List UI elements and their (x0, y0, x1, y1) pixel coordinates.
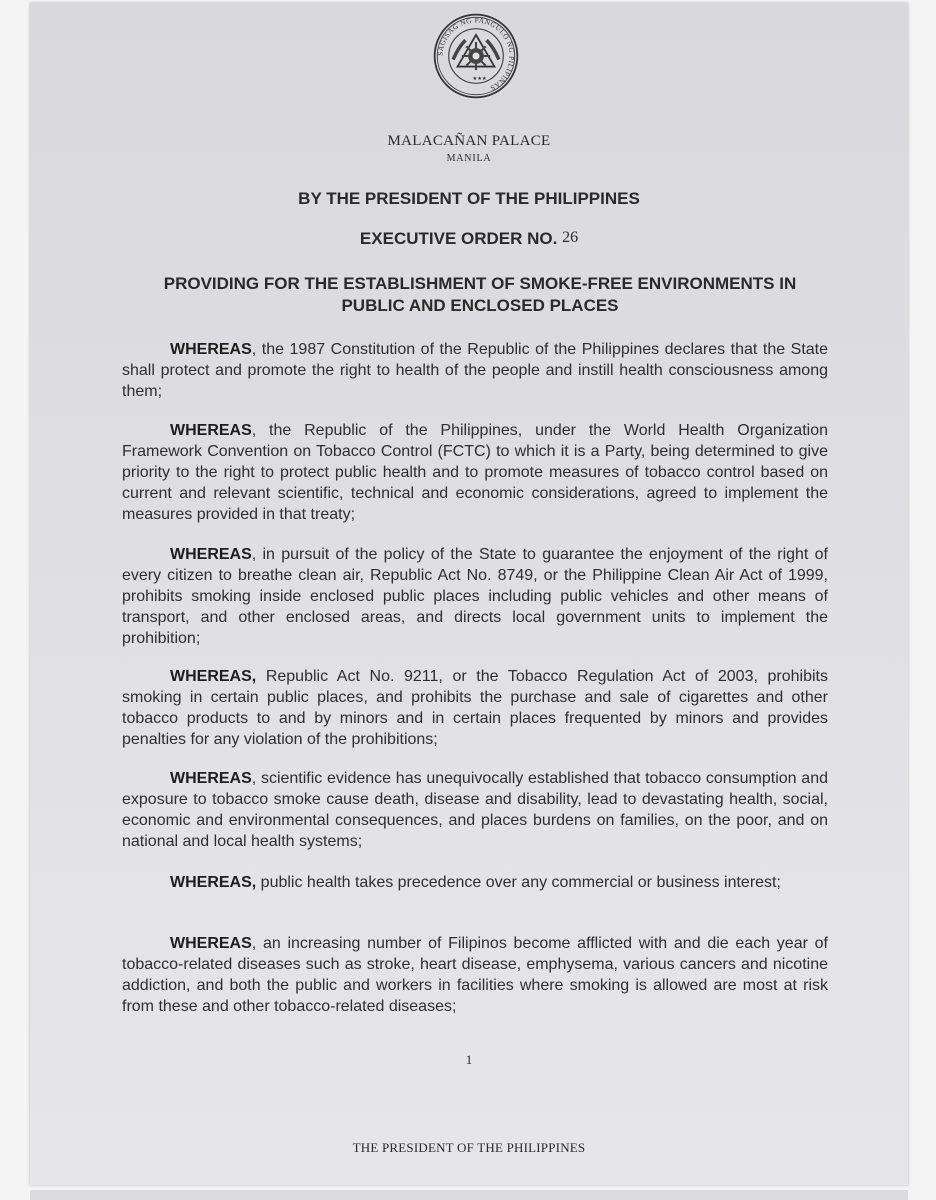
whereas-clause-3 (122, 544, 828, 649)
whereas-lead: WHEREAS (170, 770, 252, 787)
whereas-lead: WHEREAS (170, 546, 252, 563)
whereas-lead: WHEREAS, (170, 874, 257, 891)
whereas-clause-5 (122, 768, 828, 852)
whereas-text: public health takes precedence over any commercial or business interest; (256, 874, 781, 891)
order-title-line-2: PUBLIC AND ENCLOSED PLACES (341, 296, 619, 315)
presidential-seal-icon (432, 12, 520, 100)
whereas-clause-1 (122, 339, 828, 402)
next-page-edge (30, 1190, 908, 1200)
page-footer: THE PRESIDENT OF THE PHILIPPINES (352, 1140, 586, 1155)
whereas-text: , the Republic of the Philippines, under the World Health Organization Framework Convention on Tobacco Control (FCTC) to which it is a Party, being determined to give priority to the right to protect public health and to promote measures of tobacco control based on current and relevant scientific, technical and economic considerations, agreed to implement the measures provided in that treaty; (122, 422, 828, 523)
issuer-heading: BY THE PRESIDENT OF THE PHILIPPINES (298, 189, 640, 208)
order-title (120, 273, 840, 317)
svg-text:★★★: ★★★ (472, 75, 487, 82)
order-heading (30, 229, 908, 249)
order-number: 26 (562, 229, 579, 246)
palace-heading: MALACAÑAN PALACE (387, 133, 551, 149)
city-heading: MANILA (446, 153, 492, 164)
whereas-clause-6 (122, 872, 828, 893)
whereas-text: , in pursuit of the policy of the State to guarantee the enjoyment of the right of every citizen to breathe clean air, Republic Act No. 8749, or the Philippine Clean Air Act of 1999, prohibits smoking inside enclosed public places including public vehicles and other means of transport, and other enclosed areas, and directs local government units to implement the prohibition; (122, 546, 828, 647)
order-title-line-1: PROVIDING FOR THE ESTABLISHMENT OF SMOKE-FREE ENVIRONMENTS IN (163, 274, 797, 293)
whereas-lead: WHEREAS (170, 422, 252, 439)
whereas-lead: WHEREAS (170, 341, 252, 358)
whereas-text: , an increasing number of Filipinos become afflicted with and die each year of tobacco-related diseases such as stroke, heart disease, emphysema, various cancers and nicotine addiction, and both the public and workers in facilities where smoking is allowed are most at risk from these and other tobacco-related diseases; (122, 935, 828, 1015)
whereas-text: , scientific evidence has unequivocally established that tobacco consumption and exposure to tobacco smoke cause death, disease and disability, lead to devastating health, social, economic and environmental consequences, and places burdens on families, on the poor, and on national and local health systems; (122, 770, 828, 850)
order-label: EXECUTIVE ORDER NO. (359, 229, 558, 248)
whereas-clause-7 (122, 933, 828, 1017)
whereas-clause-2 (122, 420, 828, 525)
page-number: 1 (465, 1052, 473, 1067)
whereas-lead: WHEREAS, (170, 668, 257, 685)
whereas-clause-4 (122, 666, 828, 750)
whereas-text: Republic Act No. 9211, or the Tobacco Regulation Act of 2003, prohibits smoking in certain public places, and prohibits the purchase and sale of cigarettes and other tobacco products to and by minors and in certain places frequented by minors and provides penalties for any violation of the prohibitions; (122, 668, 828, 748)
whereas-text: , the 1987 Constitution of the Republic of the Philippines declares that the State shall protect and promote the right to health of the people and instill health consciousness among them; (122, 341, 828, 400)
whereas-lead: WHEREAS (170, 935, 252, 952)
seal-inscription: SAGISAG NG PANGULO NG PILIPINAS (436, 16, 516, 93)
